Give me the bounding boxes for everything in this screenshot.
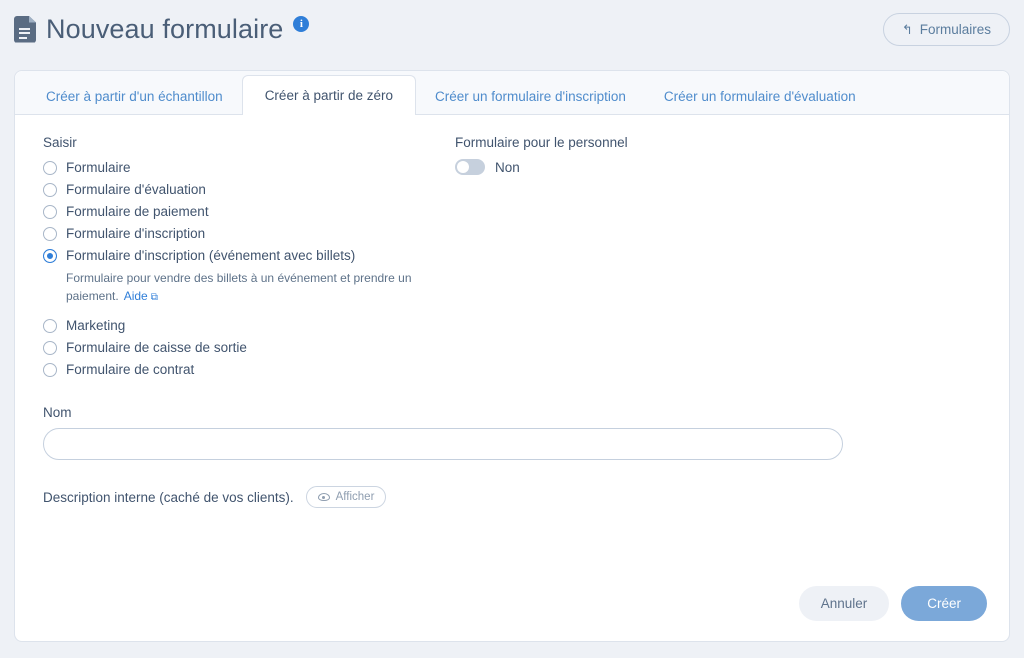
radio-icon bbox=[43, 183, 57, 197]
card-footer bbox=[799, 586, 987, 621]
name-label: Nom bbox=[43, 405, 72, 420]
show-description-button[interactable] bbox=[306, 486, 387, 508]
toggle-knob bbox=[457, 161, 469, 173]
create-button[interactable]: Créer bbox=[901, 586, 987, 621]
forms-button[interactable] bbox=[883, 13, 1010, 46]
radio-formulaire-paiement[interactable] bbox=[43, 203, 455, 221]
radio-label: Formulaire d'inscription (événement avec billets) bbox=[66, 248, 356, 263]
help-link[interactable]: Aide bbox=[123, 289, 148, 303]
back-arrow-icon: ↰ bbox=[901, 21, 913, 37]
radio-marketing[interactable] bbox=[43, 317, 455, 335]
radio-label: Formulaire d'évaluation bbox=[66, 182, 206, 197]
selected-option-help-text: Formulaire pour vendre des billets à un événement et prendre un paiement. bbox=[66, 271, 412, 303]
staff-toggle[interactable] bbox=[455, 159, 485, 175]
radio-icon bbox=[43, 363, 57, 377]
forms-button-label: Formulaires bbox=[919, 21, 991, 37]
radio-label: Formulaire de caisse de sortie bbox=[66, 340, 247, 355]
cancel-button[interactable]: Annuler bbox=[799, 586, 890, 621]
radio-label: Formulaire bbox=[66, 160, 131, 175]
card-body bbox=[15, 115, 1009, 641]
staff-label: Formulaire pour le personnel bbox=[455, 135, 628, 150]
document-icon bbox=[14, 16, 36, 43]
description-label: Description interne (caché de vos clients). bbox=[43, 489, 294, 505]
name-input[interactable] bbox=[43, 428, 843, 460]
radio-label: Formulaire d'inscription bbox=[66, 226, 206, 241]
name-block bbox=[43, 405, 981, 460]
header-actions bbox=[883, 13, 1010, 46]
staff-toggle-row bbox=[455, 159, 628, 175]
radio-icon bbox=[43, 161, 57, 175]
form-columns bbox=[43, 135, 981, 383]
radio-icon-selected bbox=[43, 249, 57, 263]
radio-icon bbox=[43, 319, 57, 333]
tab-bar bbox=[15, 71, 1009, 115]
type-column bbox=[43, 135, 455, 383]
tab-registration-form[interactable]: Créer un formulaire d'inscription bbox=[435, 89, 626, 104]
tab-from-scratch[interactable]: Créer à partir de zéro bbox=[242, 75, 416, 115]
staff-toggle-value: Non bbox=[495, 159, 520, 175]
radio-formulaire-caisse-sortie[interactable] bbox=[43, 339, 455, 357]
new-form-card bbox=[14, 70, 1010, 642]
radio-icon bbox=[43, 205, 57, 219]
tab-from-sample[interactable]: Créer à partir d'un échantillon bbox=[46, 89, 223, 104]
radio-label: Marketing bbox=[66, 318, 126, 333]
radio-formulaire-evaluation[interactable] bbox=[43, 181, 455, 199]
info-icon[interactable]: i bbox=[293, 16, 309, 32]
title-group bbox=[14, 14, 309, 45]
eye-icon bbox=[318, 493, 330, 501]
radio-formulaire-inscription[interactable] bbox=[43, 225, 455, 243]
tab-evaluation-form[interactable]: Créer un formulaire d'évaluation bbox=[663, 89, 856, 104]
description-row bbox=[43, 486, 981, 508]
radio-label: Formulaire de contrat bbox=[66, 362, 195, 377]
selected-option-help bbox=[66, 269, 446, 307]
staff-column bbox=[455, 135, 628, 383]
page-title: Nouveau formulaire bbox=[46, 13, 284, 44]
radio-formulaire-inscription-billets[interactable] bbox=[43, 247, 455, 265]
external-link-icon: ⧉ bbox=[150, 292, 158, 303]
radio-icon bbox=[43, 341, 57, 355]
page-header bbox=[0, 0, 1024, 58]
saisir-label: Saisir bbox=[43, 135, 77, 150]
radio-label: Formulaire de paiement bbox=[66, 204, 209, 219]
show-description-label: Afficher bbox=[335, 491, 375, 503]
radio-icon bbox=[43, 227, 57, 241]
radio-formulaire-contrat[interactable] bbox=[43, 361, 455, 379]
radio-formulaire[interactable] bbox=[43, 159, 455, 177]
